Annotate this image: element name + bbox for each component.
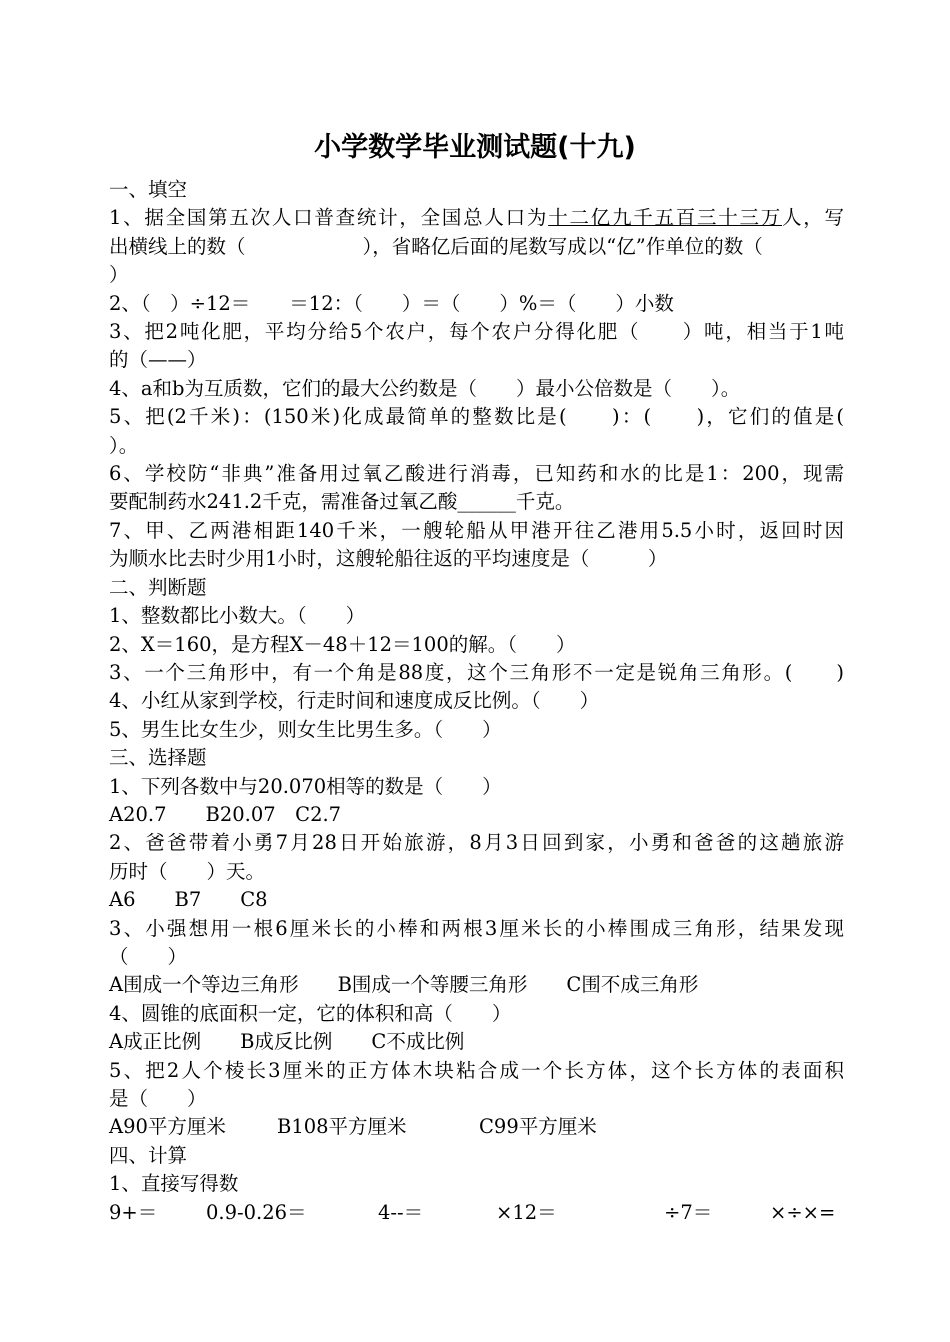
choice-q2-line1: 2、爸爸带着小勇7月28日开始旅游，8月3日回到家，小勇和爸爸的这趟旅游 xyxy=(109,831,844,855)
fill-q1-line1 xyxy=(109,204,844,232)
fill-q6-line1: 6、学校防“非典”准备用过氧乙酸进行消毒，已知药和水的比是1：200，现需 xyxy=(109,462,844,486)
fill-q7-line1: 7、甲、乙两港相距140千米，一艘轮船从甲港开往乙港用5.5小时，返回时因 xyxy=(109,518,844,542)
fill-q1-underlined: 十二亿九千五百三十三万 xyxy=(548,206,782,230)
fill-q6-line2: 要配制药水241.2千克，需准备过氧乙酸______千克。 xyxy=(109,490,575,514)
exam-body xyxy=(109,176,844,1227)
calc-q1: 1、直接写得数 xyxy=(109,1172,239,1196)
choice-q5-line1: 5、把2人个棱长3厘米的正方体木块粘合成一个长方体，这个长方体的表面积 xyxy=(109,1058,844,1082)
calc-items-row xyxy=(109,1199,844,1227)
calc-item: ÷7＝ xyxy=(664,1200,713,1224)
judge-q3: 3、一个三角形中，有一个角是88度，这个三角形不一定是锐角三角形。( ) xyxy=(109,660,844,684)
choice-q3-options: A围成一个等边三角形 B围成一个等腰三角形 C围不成三角形 xyxy=(109,973,699,997)
fill-q4: 4、a和b为互质数，它们的最大公约数是（ ）最小公倍数是（ ）。 xyxy=(109,376,741,400)
judge-q1: 1、整数都比小数大。（ ） xyxy=(109,604,366,628)
judge-q5: 5、男生比女生少，则女生比男生多。（ ） xyxy=(109,717,502,741)
choice-option: B108平方厘米 xyxy=(277,1115,407,1139)
section-heading: 二、判断题 xyxy=(109,575,207,599)
choice-option: A90平方厘米 xyxy=(109,1115,226,1139)
choice-q1: 1、下列各数中与20.070相等的数是（ ） xyxy=(109,774,502,798)
page-title: 小学数学毕业测试题(十九) xyxy=(314,132,636,163)
choice-q4-options: A成正比例 B成反比例 C不成比例 xyxy=(109,1030,465,1054)
choice-option: C99平方厘米 xyxy=(479,1115,597,1139)
choice-q5-options xyxy=(109,1113,844,1141)
calc-item: 4--＝ xyxy=(378,1200,424,1224)
calc-item: 9+＝ xyxy=(109,1200,158,1224)
section-heading: 四、计算 xyxy=(109,1143,188,1167)
fill-q1-line3: ） xyxy=(109,263,129,287)
fill-q5-line1: 5、把(2千米)：(150米)化成最简单的整数比是( )：( )，它们的值是( xyxy=(109,405,844,429)
calc-item: 0.9-0.26＝ xyxy=(206,1200,307,1224)
choice-q3-line2: （ ） xyxy=(109,944,188,968)
choice-q5-line2: 是（ ） xyxy=(109,1087,207,1110)
choice-q1-options: A20.7 B20.07 C2.7 xyxy=(109,802,342,826)
judge-q4: 4、小红从家到学校，行走时间和速度成反比例。（ ） xyxy=(109,689,600,713)
fill-q2: 2、（ ）÷12＝ ＝12：（ ）＝（ ）%＝（ ）小数 xyxy=(109,291,674,315)
choice-q3-line1: 3、小强想用一根6厘米长的小棒和两根3厘米长的小棒围成三角形，结果发现 xyxy=(109,916,844,940)
judge-q2: 2、X＝160，是方程X－48＋12＝100的解。（ ） xyxy=(109,632,576,656)
fill-q1-pre: 1、据全国第五次人口普查统计，全国总人口为 xyxy=(109,206,549,230)
choice-q2-line2: 历时（ ）天。 xyxy=(109,859,266,883)
calc-item: ×12＝ xyxy=(496,1200,557,1224)
fill-q1-line2: 出横线上的数（ ），省略亿后面的尾数写成以“亿”作单位的数（ xyxy=(109,234,763,258)
section-heading: 三、选择题 xyxy=(109,746,207,770)
choice-q4: 4、圆锥的底面积一定，它的体积和高（ ） xyxy=(109,1001,512,1025)
fill-q3-line2: 的（——） xyxy=(109,348,207,372)
section-heading: 一、填空 xyxy=(109,178,188,201)
fill-q1-post: 人，写 xyxy=(781,206,844,230)
fill-q7-line2: 为顺水比去时少用1小时，这艘轮船往返的平均速度是（ ） xyxy=(109,547,668,571)
calc-item: ×÷×= xyxy=(770,1200,836,1224)
fill-q3-line1: 3、把2吨化肥，平均分给5个农户，每个农户分得化肥（ ）吨，相当于1吨 xyxy=(109,320,844,344)
fill-q5-line2: ）。 xyxy=(109,433,139,457)
choice-q2-options: A6 B7 C8 xyxy=(109,888,268,912)
